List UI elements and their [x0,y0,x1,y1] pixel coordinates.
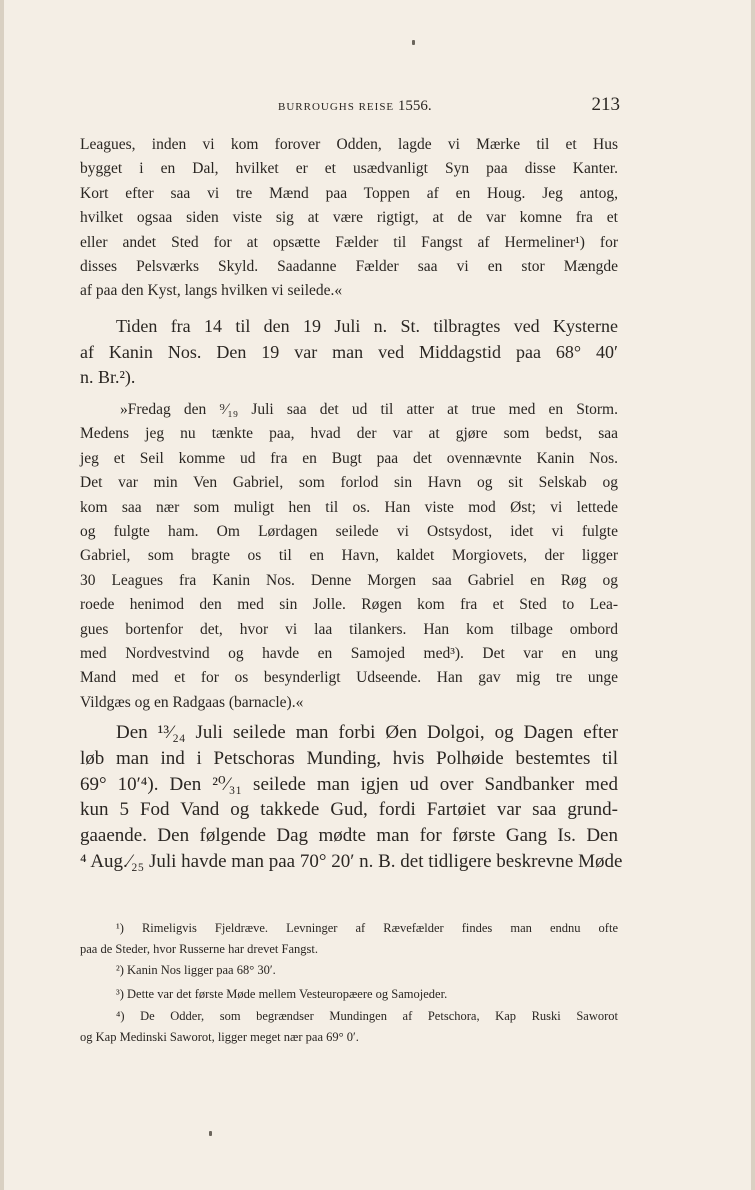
text-line: løb man ind i Petschoras Munding, hvis Polhøide bestemtes til [80,747,618,769]
text-line: hvilket ogsaa siden viste sig at være rigtigt, at de var komne fra et [80,209,618,227]
paragraph-1 [80,133,618,304]
page-header [80,92,620,120]
text-line: roede henimod den med sin Jolle. Røgen kom fra et Sted to Lea- [80,596,618,614]
page-edge-left [0,0,4,1190]
footnote-line: ²) Kanin Nos ligger paa 68° 30′. [116,963,276,977]
text-line: eller andet Sted for at opsætte Fælder til Fangst af Hermeliner¹) for [80,233,618,251]
page-edge-right [751,0,755,1190]
text-line: Kort efter saa vi tre Mænd paa Toppen af en Houg. Jeg antog, [80,184,618,202]
text-line: Gabriel, som bragte os til en Havn, kaldet Morgiovets, der ligger [80,547,618,565]
text-line: jeg et Seil komme ud fra en Bugt paa det ovennævnte Kanin Nos. [80,449,618,467]
running-head [278,98,432,115]
text-line: Det var min Ven Gabriel, som forlod sin Havn og sit Selskab og [80,474,618,492]
paragraph-4 [80,720,623,875]
page-number: 213 [591,94,620,115]
footnote-line: ³) Dette var det første Møde mellem Vesteuropæere og Samojeder. [116,987,448,1001]
text-line: disses Pelsværks Skyld. Saadanne Fælder saa vi en stor Mængde [80,258,618,276]
text-line: kun 5 Fod Vand og takkede Gud, fordi Fartøiet var saa grund- [80,799,618,821]
text-line: gues bortenfor det, hvor vi laa tilankers. Han kom tilbage ombord [80,620,618,638]
text-line: Vildgæs og en Radgaas (barnacle).« [80,693,304,711]
text-line: af paa den Kyst, langs hvilken vi seilede.« [80,282,343,300]
text-line: Mand med et for os besynderligt Udseende. Han gav mig tre unge [80,669,618,687]
text-line: 69° 10′⁴). Den ²⁰⁄₃₁ seilede man igjen ud over Sandbanker med [80,773,618,795]
text-line: »Fredag den ⁹⁄₁₉ Juli saa det ud til atter at true med en Storm. [120,401,618,418]
footnote-3 [80,984,618,1005]
paragraph-2 [80,314,618,391]
text-line: bygget i en Dal, hvilket er et usædvanligt Syn paa disse Kanter. [80,160,618,178]
text-line: og fulgte ham. Om Lørdagen seilede vi Ostsydost, idet vi fulgte [80,523,618,541]
text-line: ⁴ Aug.⁄₂₅ Juli havde man paa 70° 20′ n. B. det tidligere beskrevne Møde [80,850,623,872]
text-line: med Nordvestvind og havde en Samojed med³). Det var en ung [80,645,618,663]
footnote-line: og Kap Medinski Saworot, ligger meget nær paa 69° 0′. [80,1029,359,1044]
text-line: Medens jeg nu tænkte paa, hvad der var at gjøre som bedst, saa [80,425,618,443]
footnote-2 [80,960,618,981]
text-line: Leagues, inden vi kom forover Odden, lagde vi Mærke til et Hus [80,136,618,153]
footnote-1 [80,918,618,960]
text-line: n. Br.²). [80,367,136,388]
footnote-line: paa de Steder, hvor Russerne har drevet Fangst. [80,941,318,956]
ink-speck [412,40,415,45]
text-line: gaaende. Den følgende Dag mødte man for første Gang Is. Den [80,825,618,847]
footnote-line: ¹) Rimeligvis Fjeldræve. Levninger af Rævefælder findes man endnu ofte [116,921,618,935]
running-head-title: BURROUGHS REISE [278,101,395,113]
footnote-line: ⁴) De Odder, som begrændser Mundingen af Petschora, Kap Ruski Saworot [116,1009,618,1023]
running-head-year: 1556. [397,98,432,114]
text-line: Den ¹³⁄₂₄ Juli seilede man forbi Øen Dolgoi, og Dagen efter [116,722,618,743]
text-line: kom saa nær som muligt hen til os. Han viste mod Øst; vi lettede [80,498,618,516]
text-line: 30 Leagues fra Kanin Nos. Denne Morgen saa Gabriel en Røg og [80,571,618,589]
ink-speck [209,1131,212,1136]
footnote-4 [80,1006,618,1048]
paragraph-3 [80,398,618,715]
text-line: Tiden fra 14 til den 19 Juli n. St. tilbragtes ved Kysterne [116,316,618,336]
text-line: af Kanin Nos. Den 19 var man ved Middagstid paa 68° 40′ [80,341,618,362]
